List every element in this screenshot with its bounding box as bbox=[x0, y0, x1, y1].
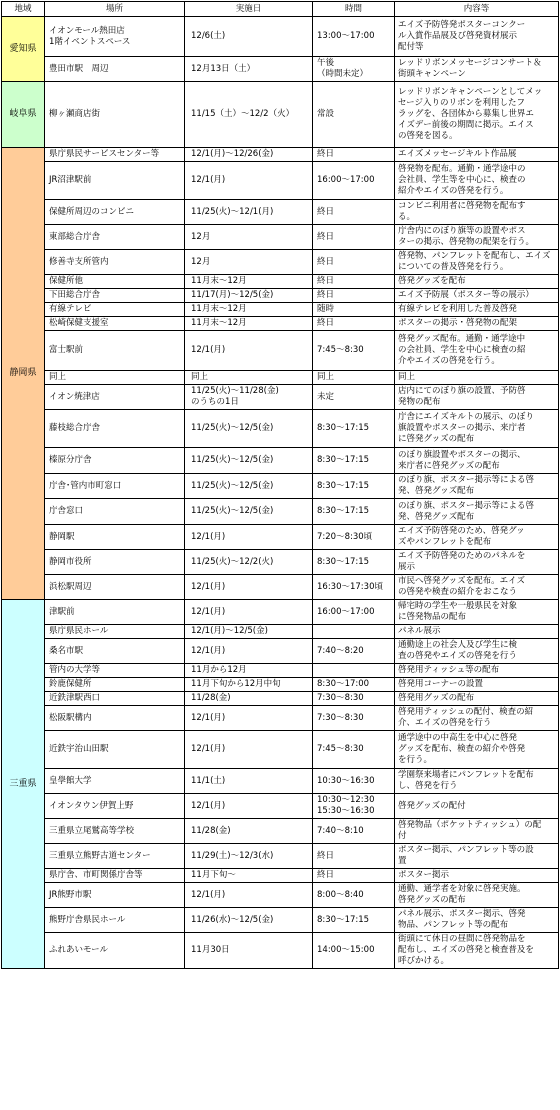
content-cell: エイズ予防啓発のため、啓発グッ ズやパンフレットを配布 bbox=[395, 525, 559, 550]
place-cell: 熊野庁舎県民ホール bbox=[45, 908, 185, 933]
table-row bbox=[2, 664, 559, 678]
place-cell: ふれあいモール bbox=[45, 933, 185, 969]
time-cell: 終日 bbox=[313, 869, 395, 883]
place-cell: 桑名市駅 bbox=[45, 639, 185, 664]
date-cell: 11/17(月)～12/5(金) bbox=[185, 289, 313, 303]
time-cell: 7:45～8:30 bbox=[313, 331, 395, 371]
content-cell: エイズ予防啓発ポスターコンクー ル入賞作品展及び啓発資材展示 配付等 bbox=[395, 17, 559, 57]
date-cell: 12/1(月) bbox=[185, 706, 313, 731]
content-cell: レッドリボンメッセージコンサート＆ 街頭キャンペーン bbox=[395, 57, 559, 82]
place-cell: 修善寺支所管内 bbox=[45, 250, 185, 275]
date-cell: 12/6(土) bbox=[185, 17, 313, 57]
table-row bbox=[2, 303, 559, 317]
date-cell: 12月 bbox=[185, 250, 313, 275]
place-cell: 榛原分庁舎 bbox=[45, 448, 185, 474]
table-row bbox=[2, 499, 559, 525]
time-cell: 7:20～8:30頃 bbox=[313, 525, 395, 550]
header-content: 内容等 bbox=[395, 2, 559, 17]
content-cell: 庁舎にエイズキルトの展示、のぼり 旗設置やポスターの掲示、来庁者 に啓発グッズの配布 bbox=[395, 410, 559, 448]
table-row bbox=[2, 706, 559, 731]
content-cell: レッドリボンキャンペーンとしてメッ セージ入りのリボンを利用したフ ラッグを、各団体から募集し世界エ イズデー前後の期間に掲示。エイス の啓発を図る。 bbox=[395, 82, 559, 148]
table-row bbox=[2, 317, 559, 331]
place-cell: 柳ヶ瀬商店街 bbox=[45, 82, 185, 148]
place-cell: 近鉄津駅西口 bbox=[45, 692, 185, 706]
table-row bbox=[2, 289, 559, 303]
header-date: 実施日 bbox=[185, 2, 313, 17]
date-cell: 11月下旬～ bbox=[185, 869, 313, 883]
date-cell: 12/1(月) bbox=[185, 575, 313, 600]
content-cell: 有線テレビを利用した普及啓発 bbox=[395, 303, 559, 317]
time-cell: 終日 bbox=[313, 148, 395, 162]
date-cell: 12月 bbox=[185, 225, 313, 250]
table-row bbox=[2, 769, 559, 794]
table-row bbox=[2, 474, 559, 499]
time-cell: 16:00～17:00 bbox=[313, 600, 395, 625]
time-cell: 8:30～17:15 bbox=[313, 474, 395, 499]
time-cell: 7:40～8:10 bbox=[313, 819, 395, 844]
table-row bbox=[2, 200, 559, 225]
place-cell: 豊田市駅 周辺 bbox=[45, 57, 185, 82]
date-cell: 11/28(金) bbox=[185, 692, 313, 706]
content-cell: 啓発用コーナーの設置 bbox=[395, 678, 559, 692]
place-cell: 県庁県民サービスセンター等 bbox=[45, 148, 185, 162]
place-cell: 東部総合庁舎 bbox=[45, 225, 185, 250]
region-cell: 静岡県 bbox=[2, 148, 45, 600]
date-cell: 11/25(火)～12/2(火) bbox=[185, 550, 313, 575]
date-cell: 11/25(火)～12/5(金) bbox=[185, 410, 313, 448]
place-cell: 県庁県民ホール bbox=[45, 625, 185, 639]
events-table bbox=[1, 1, 559, 969]
table-row bbox=[2, 250, 559, 275]
content-cell: 啓発グッズ配布。通勤・通学途中 の会社員、学生を中心に検査の紹 介やエイズの啓発を行う。 bbox=[395, 331, 559, 371]
date-cell: 12/1(月) bbox=[185, 162, 313, 200]
time-cell: 10:30～12:30 15:30～16:30 bbox=[313, 794, 395, 819]
time-cell: 終日 bbox=[313, 250, 395, 275]
time-cell: 8:30～17:15 bbox=[313, 499, 395, 525]
time-cell: 午後 （時間未定） bbox=[313, 57, 395, 82]
place-cell: 藤枝総合庁舎 bbox=[45, 410, 185, 448]
date-cell: 12月13日（土） bbox=[185, 57, 313, 82]
place-cell: 庁舎･管内市町窓口 bbox=[45, 474, 185, 499]
place-cell: 庁舎窓口 bbox=[45, 499, 185, 525]
content-cell: 啓発グッズを配布 bbox=[395, 275, 559, 289]
content-cell: ポスター掲示、パンフレット等の設 置 bbox=[395, 844, 559, 869]
place-cell: 管内の大学等 bbox=[45, 664, 185, 678]
time-cell: 随時 bbox=[313, 303, 395, 317]
table-row bbox=[2, 908, 559, 933]
table-row bbox=[2, 600, 559, 625]
place-cell: イオンタウン伊賀上野 bbox=[45, 794, 185, 819]
time-cell: 10:30～16:30 bbox=[313, 769, 395, 794]
date-cell: 12/1(月) bbox=[185, 731, 313, 769]
content-cell: 帰宅時の学生や一般県民を対象 に啓発物品の配布 bbox=[395, 600, 559, 625]
time-cell: 7:40～8:20 bbox=[313, 639, 395, 664]
content-cell: パネル展示、ポスター掲示、啓発 物品、パンフレット等の配布 bbox=[395, 908, 559, 933]
content-cell: エイズ予防啓発のためのパネルを 展示 bbox=[395, 550, 559, 575]
place-cell: 保健所周辺のコンビニ bbox=[45, 200, 185, 225]
date-cell: 12/1(月) bbox=[185, 331, 313, 371]
table-row bbox=[2, 883, 559, 908]
place-cell: 静岡駅 bbox=[45, 525, 185, 550]
table-row bbox=[2, 933, 559, 969]
time-cell: 8:30～17:15 bbox=[313, 410, 395, 448]
table-row bbox=[2, 162, 559, 200]
time-cell: 終日 bbox=[313, 200, 395, 225]
date-cell: 11月末～12月 bbox=[185, 275, 313, 289]
table-body bbox=[2, 17, 559, 969]
date-cell: 11月から12月 bbox=[185, 664, 313, 678]
date-cell: 11/25(火)～11/28(金) のうちの1日 bbox=[185, 385, 313, 410]
place-cell: 有線テレビ bbox=[45, 303, 185, 317]
date-cell: 11月下旬から12月中旬 bbox=[185, 678, 313, 692]
header-time: 時間 bbox=[313, 2, 395, 17]
date-cell: 11月末～12月 bbox=[185, 317, 313, 331]
table-row bbox=[2, 225, 559, 250]
table-row bbox=[2, 275, 559, 289]
time-cell: 終日 bbox=[313, 225, 395, 250]
date-cell: 12/1(月) bbox=[185, 639, 313, 664]
content-cell: エイズ予防展（ポスター等の展示） bbox=[395, 289, 559, 303]
time-cell: 終日 bbox=[313, 275, 395, 289]
content-cell: 通勤途上の社会人及び学生に検 査の啓発やエイズの啓発を行う bbox=[395, 639, 559, 664]
place-cell: 松阪駅構内 bbox=[45, 706, 185, 731]
date-cell: 12/1(月) bbox=[185, 794, 313, 819]
header-row bbox=[2, 2, 559, 17]
time-cell: 常設 bbox=[313, 82, 395, 148]
table-row bbox=[2, 82, 559, 148]
table-row bbox=[2, 639, 559, 664]
time-cell bbox=[313, 664, 395, 678]
table-row bbox=[2, 371, 559, 385]
content-cell: 啓発用ティッシュの配付、検査の紹 介、エイズの啓発を行う bbox=[395, 706, 559, 731]
place-cell: 同上 bbox=[45, 371, 185, 385]
place-cell: 近鉄宇治山田駅 bbox=[45, 731, 185, 769]
content-cell: コンビニ利用者に啓発物を配布す る。 bbox=[395, 200, 559, 225]
time-cell: 8:30～17:00 bbox=[313, 678, 395, 692]
content-cell: 啓発物品（ポケットティッシュ）の配 付 bbox=[395, 819, 559, 844]
date-cell: 11/26(水)～12/5(金) bbox=[185, 908, 313, 933]
table-row bbox=[2, 148, 559, 162]
header-region: 地域 bbox=[2, 2, 45, 17]
table-row bbox=[2, 731, 559, 769]
date-cell: 12/1(月)～12/5(金) bbox=[185, 625, 313, 639]
table-row bbox=[2, 625, 559, 639]
table-row bbox=[2, 525, 559, 550]
time-cell: 8:30～17:15 bbox=[313, 908, 395, 933]
time-cell: 終日 bbox=[313, 844, 395, 869]
table-row bbox=[2, 575, 559, 600]
place-cell: 松崎保健支援室 bbox=[45, 317, 185, 331]
content-cell: 通勤、通学者を対象に啓発実施。 啓発グッズの配布 bbox=[395, 883, 559, 908]
place-cell: 下田総合庁舎 bbox=[45, 289, 185, 303]
content-cell: エイズメッセージキルト作品展 bbox=[395, 148, 559, 162]
place-cell: イオン焼津店 bbox=[45, 385, 185, 410]
time-cell: 16:30～17:30頃 bbox=[313, 575, 395, 600]
time-cell: 7:30～8:30 bbox=[313, 692, 395, 706]
time-cell: 7:45～8:30 bbox=[313, 731, 395, 769]
date-cell: 11/25(火)～12/5(金) bbox=[185, 499, 313, 525]
place-cell: 富士駅前 bbox=[45, 331, 185, 371]
region-cell: 愛知県 bbox=[2, 17, 45, 82]
time-cell: 同上 bbox=[313, 371, 395, 385]
place-cell: 津駅前 bbox=[45, 600, 185, 625]
table-row bbox=[2, 331, 559, 371]
place-cell: JR沼津駅前 bbox=[45, 162, 185, 200]
date-cell: 11月末～12月 bbox=[185, 303, 313, 317]
time-cell bbox=[313, 625, 395, 639]
time-cell: 7:30～8:30 bbox=[313, 706, 395, 731]
table-row bbox=[2, 17, 559, 57]
header-place: 場所 bbox=[45, 2, 185, 17]
date-cell: 12/1(月)～12/26(金) bbox=[185, 148, 313, 162]
place-cell: 静岡市役所 bbox=[45, 550, 185, 575]
place-cell: 保健所他 bbox=[45, 275, 185, 289]
date-cell: 12/1(月) bbox=[185, 883, 313, 908]
place-cell: 三重県立熊野古道センター bbox=[45, 844, 185, 869]
place-cell: JR熊野市駅 bbox=[45, 883, 185, 908]
content-cell: 啓発グッズの配付 bbox=[395, 794, 559, 819]
table-row bbox=[2, 550, 559, 575]
time-cell: 16:00～17:00 bbox=[313, 162, 395, 200]
content-cell: 啓発物、パンフレットを配布し、エイズ についての普及啓発を行う。 bbox=[395, 250, 559, 275]
date-cell: 11/25(火)～12/1(月) bbox=[185, 200, 313, 225]
content-cell: 市民へ啓発グッズを配布。エイズ の啓発や検査の紹介をおこなう bbox=[395, 575, 559, 600]
place-cell: 三重県立尾鷲高等学校 bbox=[45, 819, 185, 844]
place-cell: 浜松駅周辺 bbox=[45, 575, 185, 600]
time-cell: 終日 bbox=[313, 317, 395, 331]
content-cell: 同上 bbox=[395, 371, 559, 385]
table-row bbox=[2, 57, 559, 82]
content-cell: のぼり旗、ポスター掲示等による啓 発、啓発グッズ配布 bbox=[395, 474, 559, 499]
time-cell: 未定 bbox=[313, 385, 395, 410]
date-cell: 11/25(火)～12/5(金) bbox=[185, 474, 313, 499]
region-cell: 岐阜県 bbox=[2, 82, 45, 148]
table-row bbox=[2, 448, 559, 474]
time-cell: 14:00～15:00 bbox=[313, 933, 395, 969]
content-cell: のぼり旗設置やポスターの掲示、 来庁者に啓発グッズの配布 bbox=[395, 448, 559, 474]
content-cell: 街頭にて休日の昼間に啓発物品を 配布し、エイズの啓発と検査普及を 呼びかける。 bbox=[395, 933, 559, 969]
place-cell: 鈴鹿保健所 bbox=[45, 678, 185, 692]
content-cell: 庁舎内にのぼり旗等の設置やポス ターの掲示、啓発物の配架を行う。 bbox=[395, 225, 559, 250]
date-cell: 12/1(月) bbox=[185, 525, 313, 550]
content-cell: ポスターの掲示・啓発物の配架 bbox=[395, 317, 559, 331]
region-cell: 三重県 bbox=[2, 600, 45, 969]
time-cell: 13:00～17:00 bbox=[313, 17, 395, 57]
place-cell: イオンモール熱田店 1階イベントスペース bbox=[45, 17, 185, 57]
content-cell: のぼり旗、ポスター掲示等による啓 発、啓発グッズ配布 bbox=[395, 499, 559, 525]
date-cell: 11/28(金) bbox=[185, 819, 313, 844]
table-row bbox=[2, 794, 559, 819]
content-cell: 学園祭来場者にパンフレットを配布 し、啓発を行う bbox=[395, 769, 559, 794]
time-cell: 8:30～17:15 bbox=[313, 448, 395, 474]
date-cell: 11/15（土）～12/2（火） bbox=[185, 82, 313, 148]
date-cell: 12/1(月) bbox=[185, 600, 313, 625]
date-cell: 11/29(土)～12/3(水) bbox=[185, 844, 313, 869]
table-row bbox=[2, 844, 559, 869]
time-cell: 8:30～17:15 bbox=[313, 550, 395, 575]
time-cell: 終日 bbox=[313, 289, 395, 303]
table-row bbox=[2, 678, 559, 692]
date-cell: 同上 bbox=[185, 371, 313, 385]
content-cell: ポスター掲示 bbox=[395, 869, 559, 883]
place-cell: 皇學館大学 bbox=[45, 769, 185, 794]
content-cell: パネル展示 bbox=[395, 625, 559, 639]
place-cell: 県庁舎、市町関係庁舎等 bbox=[45, 869, 185, 883]
table-row bbox=[2, 385, 559, 410]
table-row bbox=[2, 819, 559, 844]
content-cell: 通学途中の中高生を中心に啓発 グッズを配布、検査の紹介や啓発 を行う。 bbox=[395, 731, 559, 769]
content-cell: 啓発物を配布。通勤・通学途中の 会社員、学生等を中心に、検査の 紹介やエイズの啓発を行う。 bbox=[395, 162, 559, 200]
table-row bbox=[2, 869, 559, 883]
content-cell: 啓発用ティッシュ等の配布 bbox=[395, 664, 559, 678]
time-cell: 8:00～8:40 bbox=[313, 883, 395, 908]
content-cell: 啓発用グッズの配布 bbox=[395, 692, 559, 706]
table-row bbox=[2, 410, 559, 448]
table-row bbox=[2, 692, 559, 706]
date-cell: 11/25(火)～12/5(金) bbox=[185, 448, 313, 474]
date-cell: 11月30日 bbox=[185, 933, 313, 969]
date-cell: 11/1(土) bbox=[185, 769, 313, 794]
content-cell: 店内にてのぼり旗の設置、予防啓 発物の配布 bbox=[395, 385, 559, 410]
